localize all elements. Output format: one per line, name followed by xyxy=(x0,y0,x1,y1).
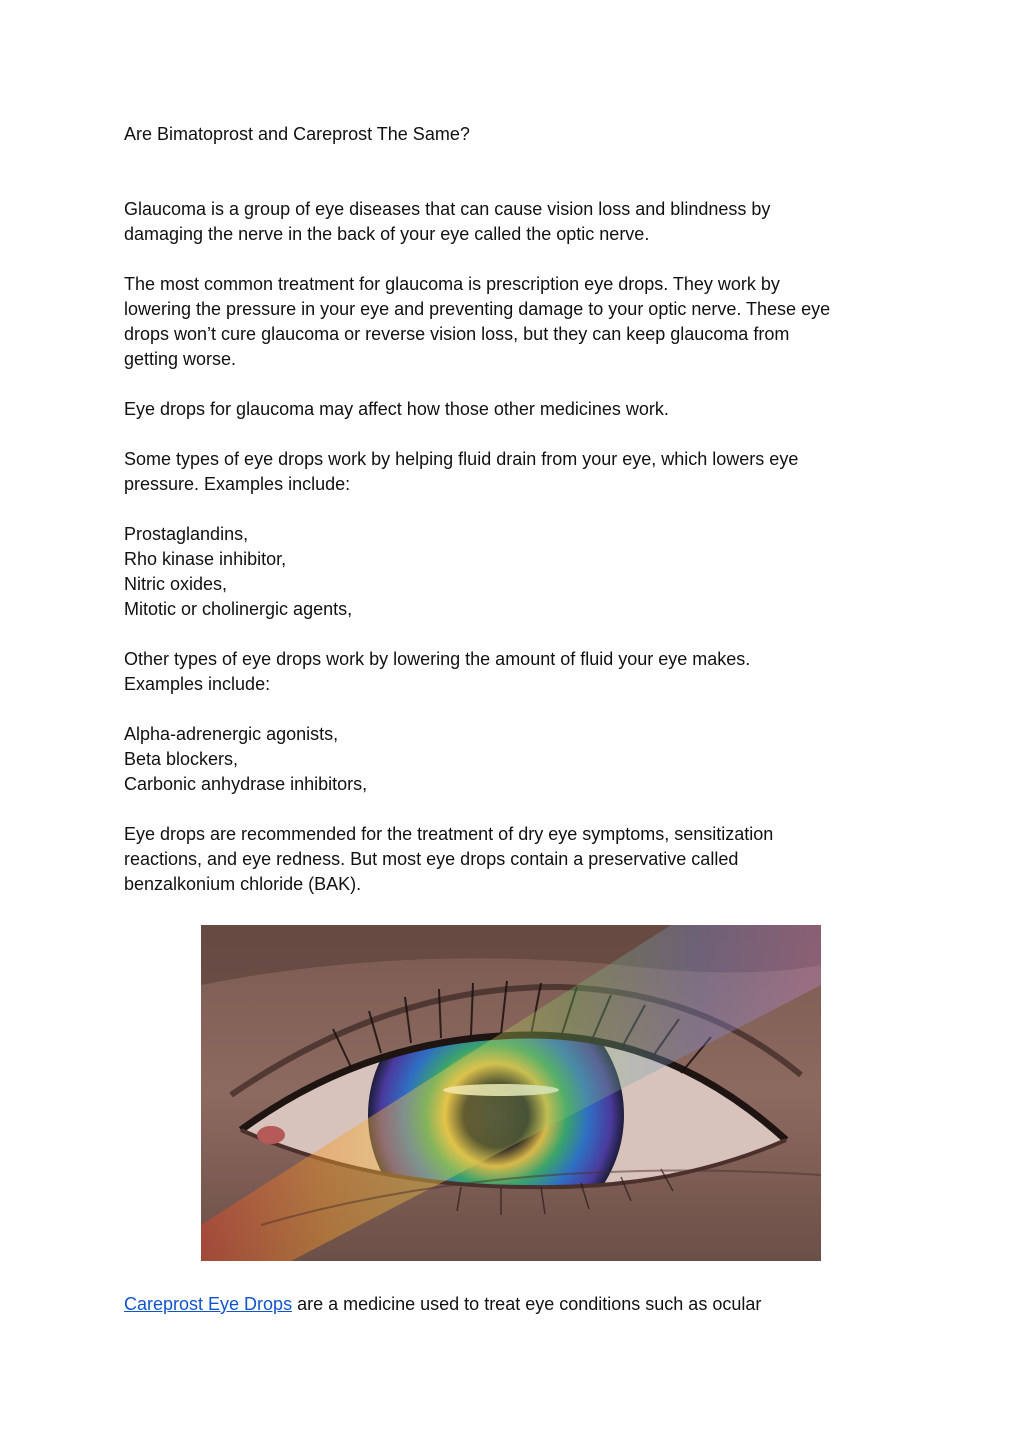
list-item: Prostaglandins, xyxy=(124,524,249,544)
eye-photo xyxy=(201,925,821,1261)
paragraph-treatment: The most common treatment for glaucoma is prescription eye drops. They work by lowering the pressure in your eye and preventing damage to your optic nerve. These eye drops won’t cure glaucoma or reverse vision loss, but they can keep glaucoma from getting worse. xyxy=(124,274,831,369)
document-title: Are Bimatoprost and Careprost The Same? xyxy=(124,124,470,144)
list-item: Nitric oxides, xyxy=(124,574,228,594)
rainbow-eye-illustration xyxy=(201,925,821,1261)
list-item: Carbonic anhydrase inhibitors, xyxy=(124,774,368,794)
paragraph-glaucoma: Glaucoma is a group of eye diseases that can cause vision loss and blindness by damaging the nerve in the back of your eye called the optic nerve. xyxy=(124,199,771,244)
paragraph-lower: Other types of eye drops work by lowering the amount of fluid your eye makes. Examples include: xyxy=(124,649,751,694)
list-item: Beta blockers, xyxy=(124,749,239,769)
list-item: Mitotic or cholinergic agents, xyxy=(124,599,353,619)
paragraph-affect: Eye drops for glaucoma may affect how those other medicines work. xyxy=(124,399,669,419)
list-item: Rho kinase inhibitor, xyxy=(124,549,287,569)
list-item: Alpha-adrenergic agonists, xyxy=(124,724,339,744)
careprost-eye-drops-link[interactable]: Careprost Eye Drops xyxy=(124,1294,293,1314)
list-lower-examples xyxy=(124,722,884,797)
list-drain-examples xyxy=(124,522,884,622)
paragraph-careprost: Careprost Eye Drops are a medicine used to treat eye conditions such as ocular xyxy=(124,1294,762,1314)
paragraph-drain: Some types of eye drops work by helping fluid drain from your eye, which lowers eye pressure. Examples include: xyxy=(124,449,799,494)
paragraph-dry-eye: Eye drops are recommended for the treatment of dry eye symptoms, sensitization reactions, and eye redness. But most eye drops contain a preservative called benzalkonium chloride (BAK). xyxy=(124,824,774,894)
